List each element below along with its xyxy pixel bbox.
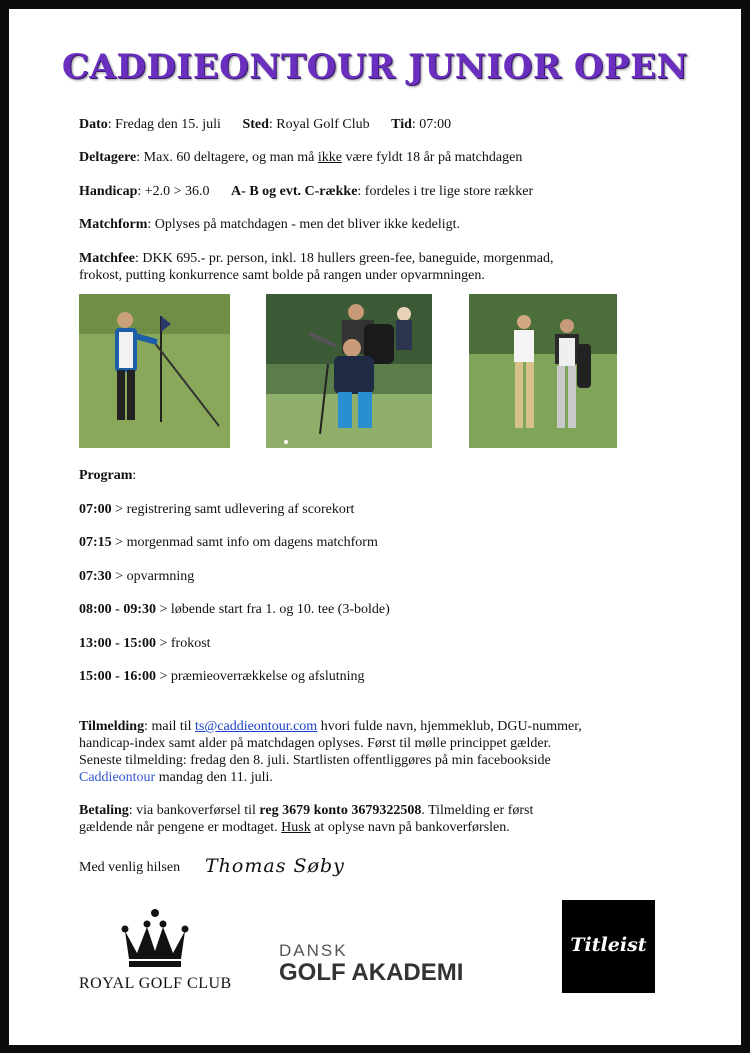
program-text: > registrering samt udlevering af scorekort [111,502,355,517]
page-title: CADDIEONTOUR JUNIOR OPEN [61,47,689,87]
tilmelding-text: handicap-index samt alder på matchdagen oplyses. Først til mølle princippet gælder. [79,736,551,751]
program-time: 08:00 - 09:30 [79,602,156,617]
tid-label: Tid [391,117,412,132]
dato-label: Dato [79,117,108,132]
program-item [79,601,679,618]
betaling-label: Betaling [79,803,129,818]
email-link[interactable]: ts@caddieontour.com [195,719,318,734]
program-item [79,635,679,652]
tilmelding-text: hvori fulde navn, hjemmeklub, DGU-nummer, [317,719,582,734]
titleist-logo [562,900,655,993]
handicap-value: : +2.0 > 36.0 [137,184,210,199]
matchform-value: : Oplyses på matchdagen - men det bliver ikke kedeligt. [147,217,460,232]
betaling-text: . Tilmelding er først [421,803,534,818]
event-info-line [79,116,679,133]
program-item [79,534,679,551]
photo-caddie-flag [79,294,230,448]
deltagere-text-end: være fyldt 18 år på matchdagen [341,150,523,165]
deltagere-text: : Max. 60 deltagere, og man må [136,150,318,165]
tilmelding-text: Seneste tilmelding: fredag den 8. juli. Startlisten offentliggøres på min facebookside [79,753,551,768]
royal-golf-club-text: ROYAL GOLF CLUB [79,975,232,992]
dato-value: : Fredag den 15. juli [107,117,221,132]
matchform-line [79,216,679,233]
betaling-text: gældende når pengene er modtaget. [79,820,282,835]
matchfee-text-1: : DKK 695.- pr. person, inkl. 18 hullers green-fee, baneguide, morgenmad, [134,251,554,266]
program-time: 07:00 [79,502,112,517]
handicap-label: Handicap [79,184,138,199]
facebook-link[interactable]: Caddieontour [79,770,156,785]
flyer-page [9,9,741,1045]
program-text: > præmieoverrækkelse og afslutning [156,669,365,684]
sted-label: Sted [242,117,269,132]
golf-akademi-text: GOLF AKADEMI [279,959,464,986]
royal-golf-club-logo [77,907,237,997]
dansk-text: DANSK [279,941,348,960]
matchfee-line [79,250,679,284]
tilmelding-text: mandag den 11. juli. [155,770,273,785]
program-heading: Program: [79,468,137,483]
program-text: > morgenmad samt info om dagens matchform [111,535,378,550]
program-text: > frokost [156,636,211,651]
sted-value: : Royal Golf Club [268,117,370,132]
betaling-text: at oplyse navn på bankoverførslen. [310,820,510,835]
program-item [79,668,679,685]
betaling-block [79,802,679,836]
photo-golfer-reading-putt [266,294,432,448]
dansk-golf-akademi-logo [279,941,519,991]
program-text: > løbende start fra 1. og 10. tee (3-bolde) [156,602,390,617]
program-text: > opvarmning [111,569,195,584]
deltagere-label: Deltagere [79,150,137,165]
matchform-label: Matchform [79,217,148,232]
crown-icon [77,907,237,969]
signature: Thomas Søby [205,855,345,877]
tilmelding-block [79,718,679,786]
deltagere-line [79,149,679,166]
betaling-text: : via bankoverførsel til [128,803,260,818]
titleist-text: Titleist [570,934,647,956]
ikke-underlined: ikke [317,150,342,165]
program-item [79,568,679,585]
husk-underlined: Husk [281,820,311,835]
program-time: 15:00 - 16:00 [79,669,156,684]
matchfee-label: Matchfee [79,251,135,266]
program-time: 07:30 [79,569,112,584]
program-time: 07:15 [79,535,112,550]
tid-value: : 07:00 [411,117,452,132]
tilmelding-text: : mail til [144,719,196,734]
program-item [79,501,679,518]
tilmelding-label: Tilmelding [79,719,145,734]
raekke-label: A- B og evt. C-række [231,184,358,199]
program-time: 13:00 - 15:00 [79,636,156,651]
bank-account: reg 3679 konto 3679322508 [259,803,422,818]
matchfee-text-2: frokost, putting konkurrence samt bolde på rangen under opvarmningen. [79,268,485,283]
photo-golfer-and-caddie-walking [469,294,617,448]
raekke-value: : fordeles i tre lige store rækker [357,184,534,199]
greeting: Med venlig hilsen [79,860,181,875]
handicap-line [79,183,679,200]
program-label: Program [79,468,133,483]
